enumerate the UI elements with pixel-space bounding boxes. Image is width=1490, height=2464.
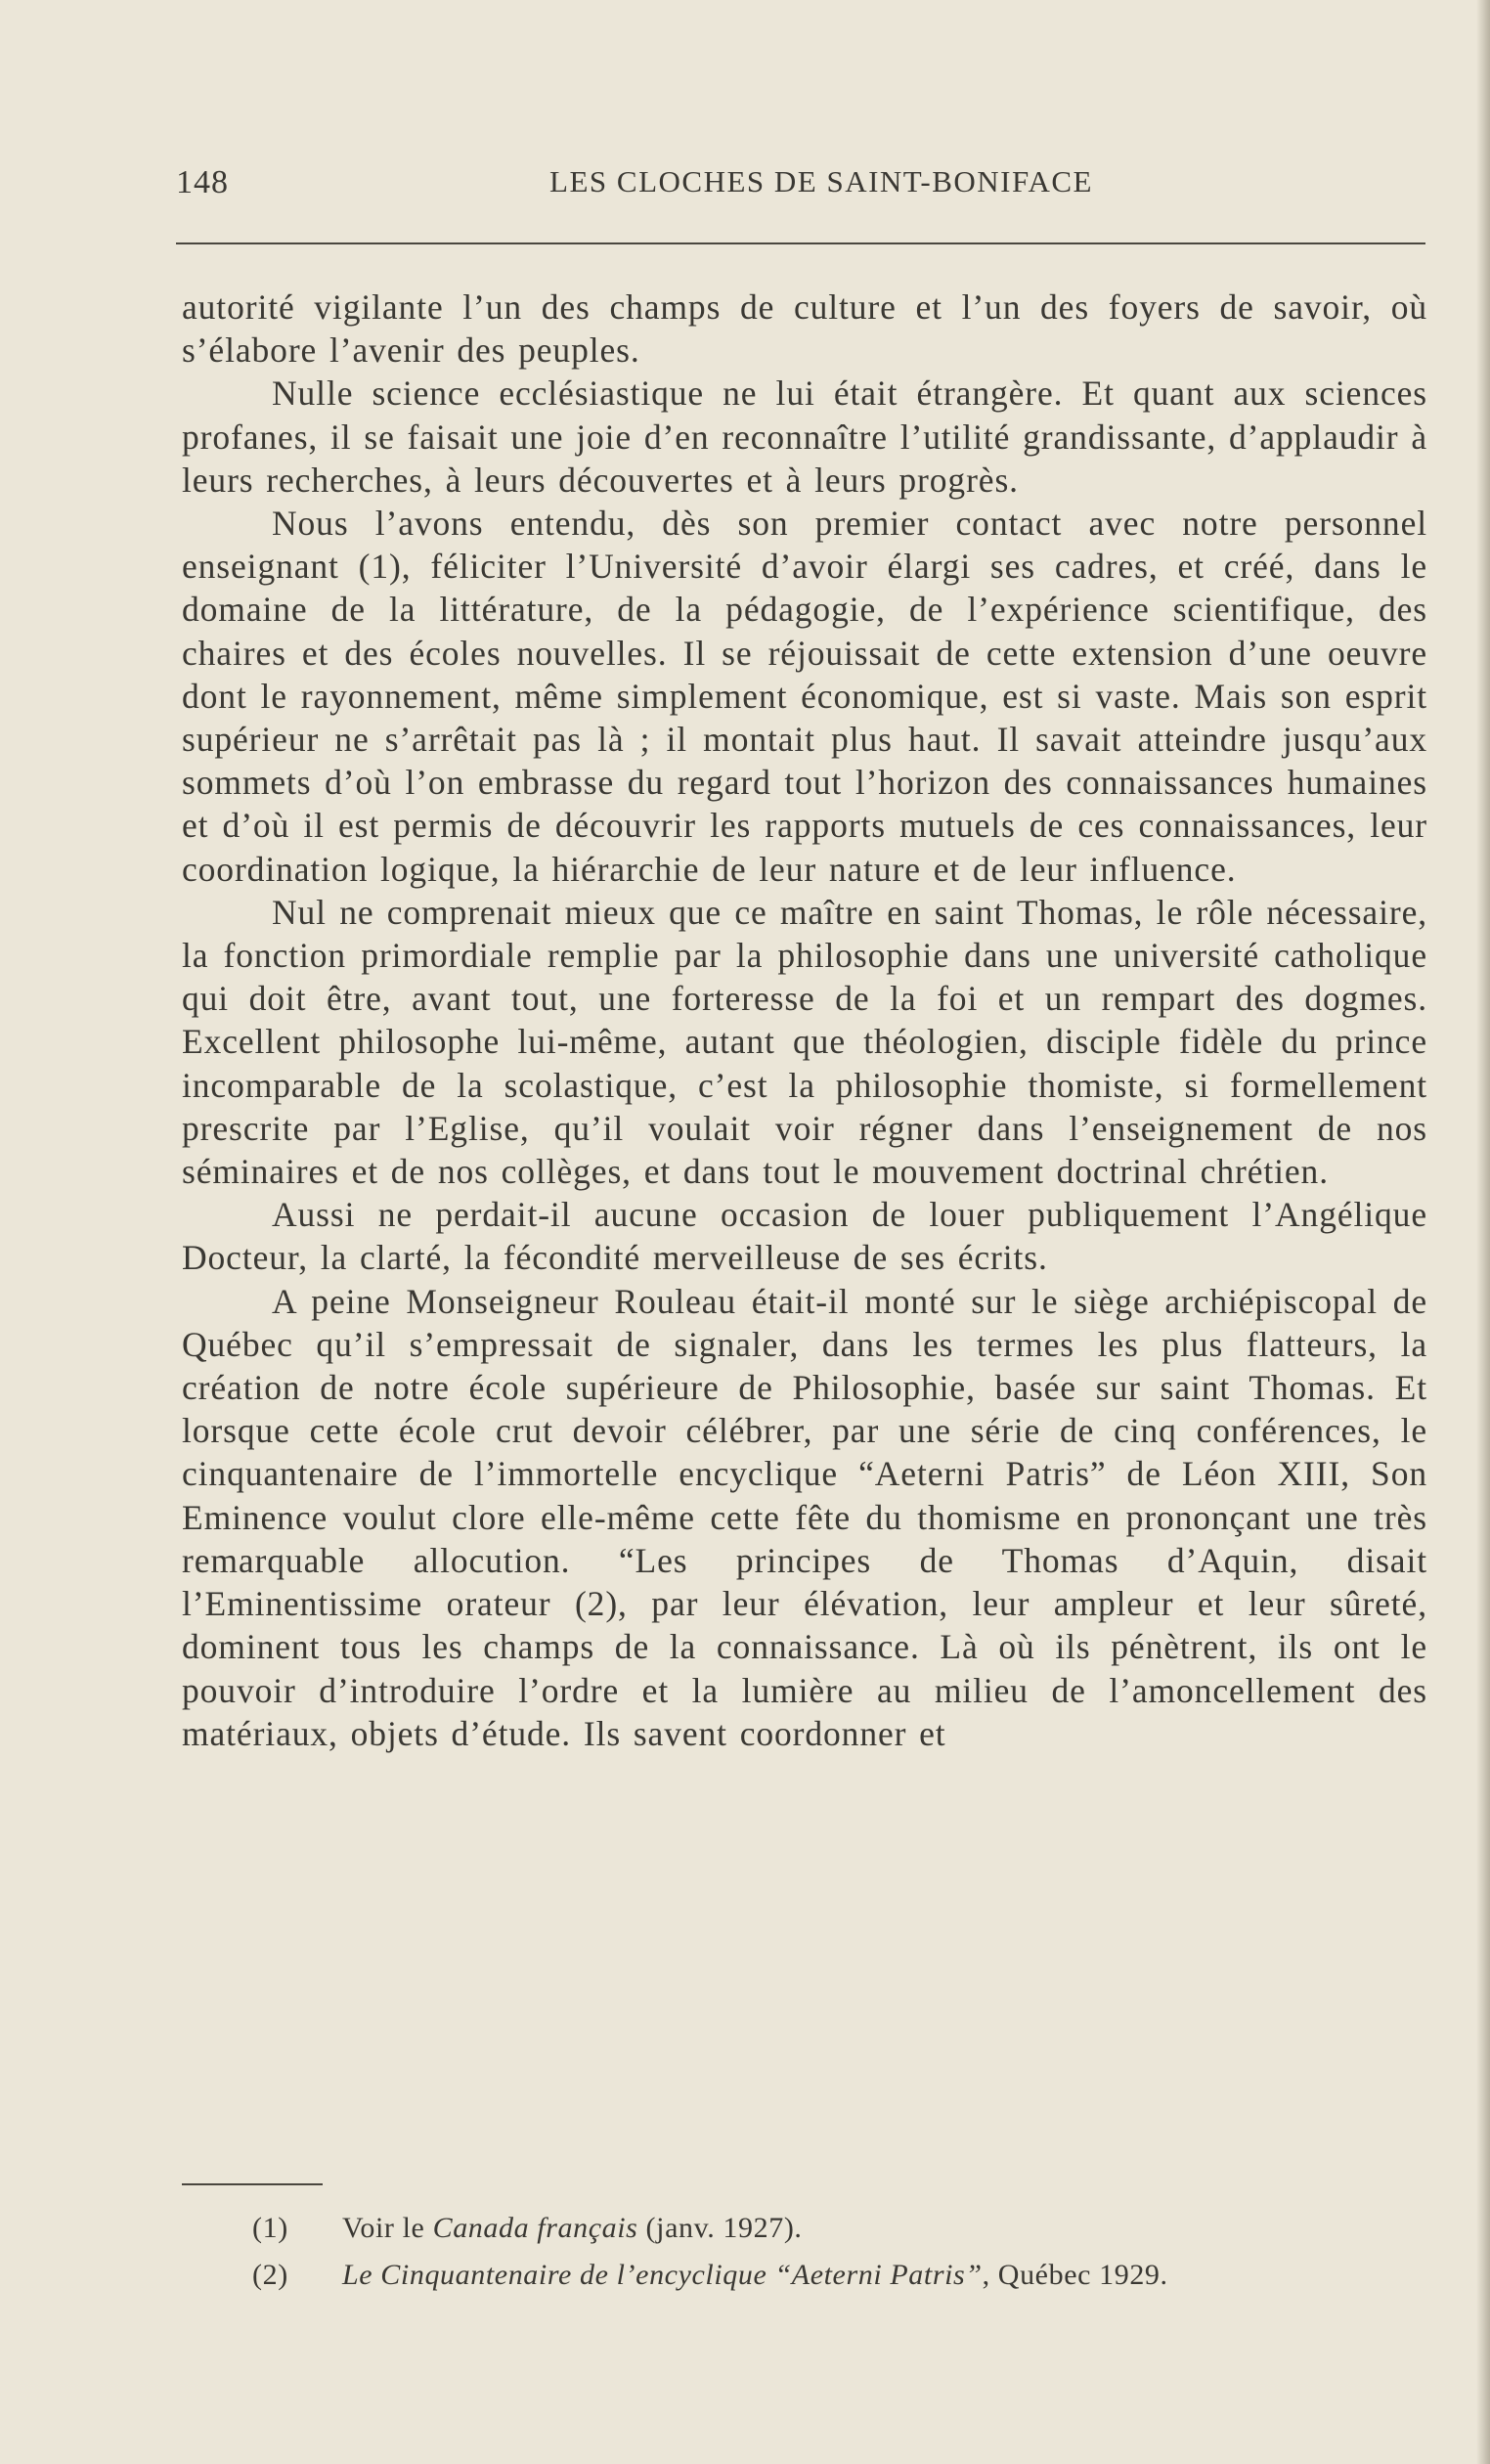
page-number: 148 [176, 164, 229, 200]
footnote-number: (1) [252, 2212, 288, 2244]
footnote-title: Canada français [432, 2212, 638, 2244]
running-title: LES CLOCHES DE SAINT-BONIFACE [549, 164, 1093, 198]
paragraph-4: Nul ne comprenait mieux que ce maître en saint Thomas, le rôle nécessaire, la fonction primordiale remplie par la philosophie dans une université catholique qui doit être, avant tout, une forteresse de la foi et un rempart des dogmes. Excellent philosophe lui-même, autant que théologien, disciple fidèle du prince incomparable de la scolastique, c’est la philosophie thomiste, si formellement prescrite par l’Eglise, qu’il voulait voir régner dans l’enseignement de nos séminaires et de nos collèges, et dans tout le mouvement doctrinal chrétien. [182, 892, 1427, 1192]
paragraph-5: Aussi ne perdait-il aucune occasion de louer publiquement l’Angélique Docteur, la clarté, la fécondité merveilleuse de ses écrits. [182, 1195, 1427, 1278]
footnote-rule [182, 2183, 323, 2185]
page-edge-shadow [1476, 0, 1490, 2464]
paragraph-6: A peine Monseigneur Rouleau était-il monté sur le siège archiépiscopal de Québec qu’il s’empressait de signaler, dans les termes les plus flatteurs, la création de notre école supérieure de Philosophie, basée sur saint Thomas. Et lorsque cette école crut devoir célébrer, par une série de cinq conférences, le cinquantenaire de l’immortelle encyclique “Aeterni Patris” de Léon XIII, Son Eminence voulut clore elle-même cette fête du thomisme en prononçant une très remarquable allocution. “Les principes de Thomas d’Aquin, disait l’Eminentissime orateur (2), par leur élévation, leur ampleur et leur sûreté, dominent tous les champs de la connaissance. Là où ils pénètrent, ils ont le pouvoir d’introduire l’ordre et la lumière au milieu de l’amoncellement des matériaux, objets d’étude. Ils savent coordonner et [182, 1281, 1427, 1753]
footnote-title: Le Cinquantenaire de l’encyclique “Aeterni Patris” [342, 2259, 983, 2291]
footnote-text: Voir le [342, 2212, 433, 2244]
footnote-text: (janv. 1927). [637, 2212, 803, 2244]
paragraph-2: Nulle science ecclésiastique ne lui était étrangère. Et quant aux sciences profanes, il se faisait une joie d’en reconnaître l’utilité grandissante, d’applaudir à leurs recherches, à leurs découvertes et à leurs progrès. [182, 374, 1427, 500]
footnote-2 [252, 2252, 1445, 2299]
running-head [176, 164, 1427, 211]
footnote-number: (2) [252, 2259, 288, 2291]
header-rule [176, 242, 1425, 244]
footnote-text: , Québec 1929. [982, 2259, 1168, 2291]
paragraph-1: autorité vigilante l’un des champs de culture et l’un des foyers de savoir, où s’élabore l’avenir des peuples. [182, 287, 1427, 371]
footnote-1 [252, 2205, 1445, 2252]
paragraph-3: Nous l’avons entendu, dès son premier contact avec notre personnel enseignant (1), féliciter l’Université d’avoir élargi ses cadres, et créé, dans le domaine de la littérature, de la pédagogie, de l’expérience scientifique, des chaires et des écoles nouvelles. Il se réjouissait de cette extension d’une oeuvre dont le rayonnement, même simplement économique, est si vaste. Mais son esprit supérieur ne s’arrêtait pas là ; il montait plus haut. Il savait atteindre jusqu’aux sommets d’où l’on embrasse du regard tout l’horizon des connaissances humaines et d’où il est permis de découvrir les rapports mutuels de ces connaissances, leur coordination logique, la hiérarchie de leur nature et de leur influence. [182, 504, 1427, 889]
footnotes [252, 2205, 1445, 2299]
body-text [182, 286, 1427, 1755]
